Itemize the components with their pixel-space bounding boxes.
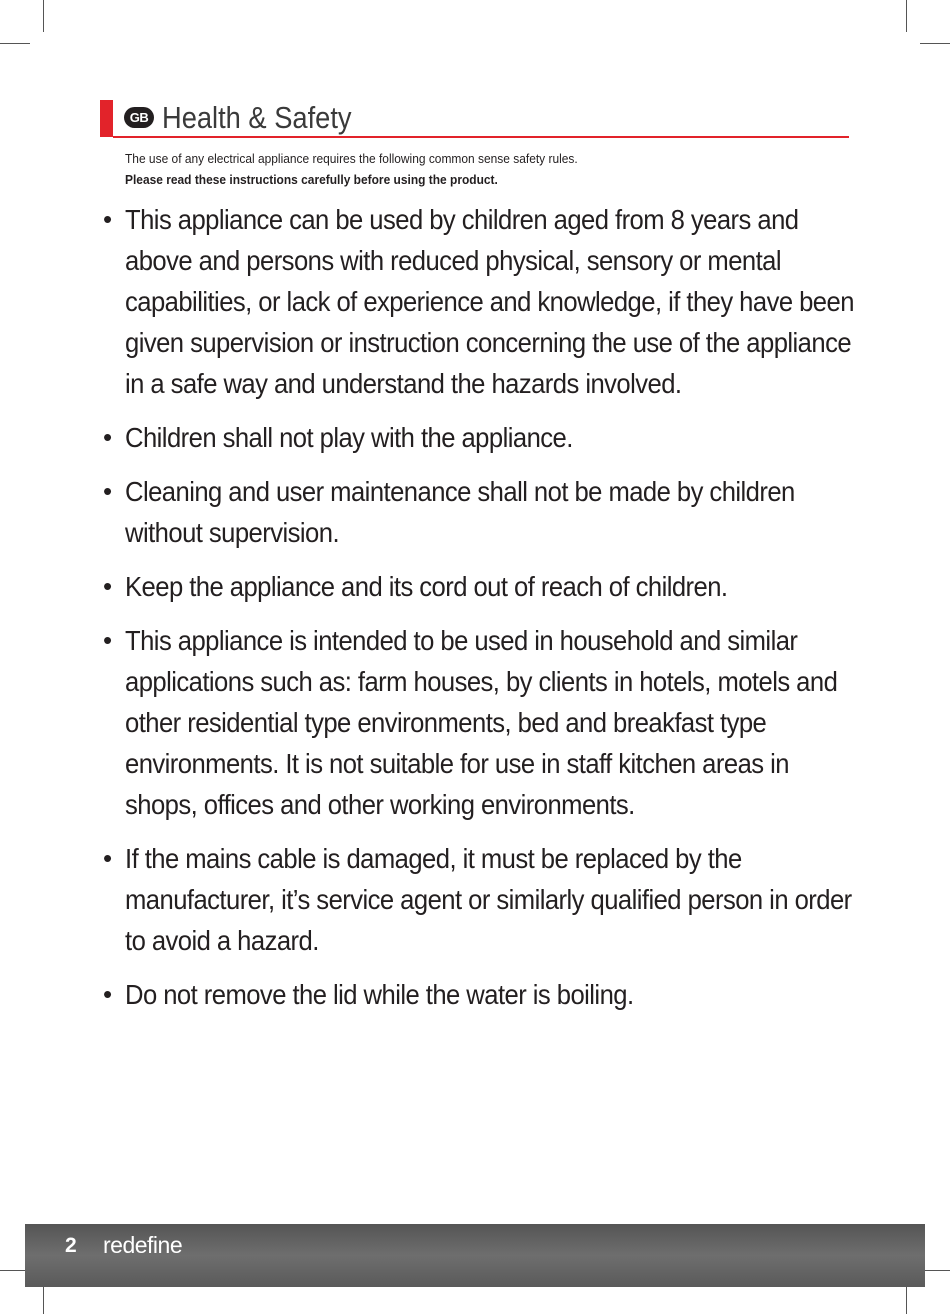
crop-mark bbox=[0, 43, 30, 44]
list-item bbox=[100, 974, 860, 1015]
list-item-text: This appliance can be used by children aged from 8 years and above and persons with reduced physical, sensory or mental capabilities, or lack of experience and knowledge, if they have been given supervision or instruction concerning the use of the appliance in a safe way and understand the hazards involved. bbox=[125, 204, 854, 399]
bullet-icon: • bbox=[103, 979, 113, 1009]
intro-line: The use of any electrical appliance requires the following common sense safety rules. bbox=[125, 151, 578, 166]
safety-list bbox=[100, 199, 860, 1028]
bullet-icon: • bbox=[103, 422, 113, 452]
list-item bbox=[100, 838, 860, 961]
title-underline bbox=[113, 136, 849, 138]
bullet-icon: • bbox=[103, 843, 113, 873]
intro-line-bold: Please read these instructions carefully before using the product. bbox=[125, 172, 498, 187]
bullet-icon: • bbox=[103, 204, 113, 234]
list-item bbox=[100, 471, 860, 553]
language-badge: GB bbox=[124, 107, 154, 128]
bullet-icon: • bbox=[103, 625, 113, 655]
crop-mark bbox=[906, 0, 907, 32]
accent-bar bbox=[100, 100, 113, 137]
bullet-icon: • bbox=[103, 476, 113, 506]
list-item bbox=[100, 199, 860, 404]
list-item bbox=[100, 417, 860, 458]
page-number: 2 bbox=[65, 1234, 77, 1257]
list-item bbox=[100, 566, 860, 607]
list-item-text: Cleaning and user maintenance shall not be made by children without supervision. bbox=[125, 476, 795, 548]
list-item-text: Do not remove the lid while the water is boiling. bbox=[125, 979, 634, 1010]
crop-mark bbox=[43, 0, 44, 32]
section-header bbox=[100, 100, 849, 138]
list-item-text: Children shall not play with the appliance. bbox=[125, 422, 573, 453]
section-title: Health & Safety bbox=[162, 100, 352, 135]
list-item-text: If the mains cable is damaged, it must be replaced by the manufacturer, it’s service agent or similarly qualified person in order to avoid a hazard. bbox=[125, 843, 852, 956]
list-item bbox=[100, 620, 860, 825]
intro-text bbox=[125, 148, 578, 190]
page-footer bbox=[25, 1224, 925, 1287]
crop-mark bbox=[920, 43, 950, 44]
list-item-text: This appliance is intended to be used in household and similar applications such as: farm houses, by clients in hotels, motels and other residential type environments, bed and breakfast type environments. It is not suitable for use in staff kitchen areas in shops, offices and other working environments. bbox=[125, 625, 838, 820]
brand-logo: redefine bbox=[103, 1232, 183, 1258]
bullet-icon: • bbox=[103, 571, 113, 601]
list-item-text: Keep the appliance and its cord out of reach of children. bbox=[125, 571, 728, 602]
